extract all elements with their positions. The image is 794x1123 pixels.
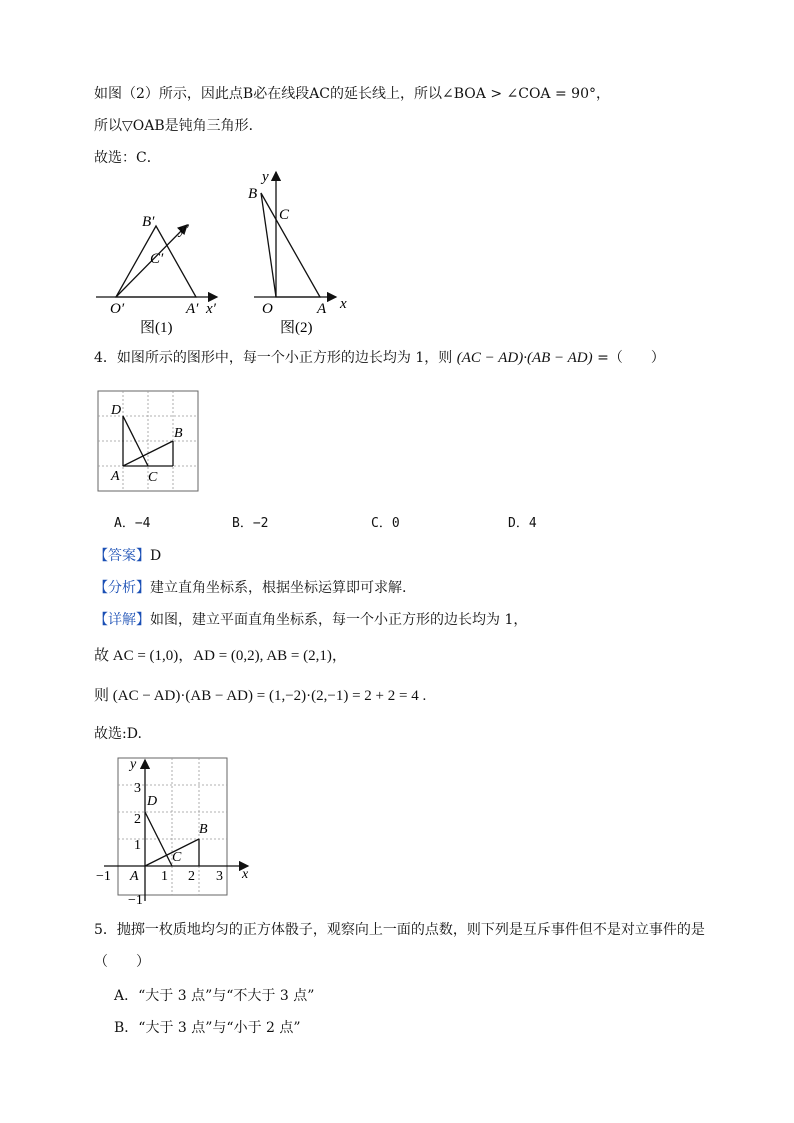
fig1-label-b: B′ [142,214,155,230]
fig3-label-y: y [130,757,137,772]
fig3-tick-y-neg1: −1 [128,893,143,906]
fig1-label-a: A′ [186,301,199,317]
fig3-label-b: B [199,822,208,837]
q4-detail-text: 如图，建立平面直角坐标系，每一个小正方形的边长均为 1， [150,612,528,628]
figure-2 [242,166,362,338]
prev-solution-line-1: 如图（2）所示，因此点B必在线段AC的延长线上，所以∠BOA > ∠COA = 90°， [94,86,610,102]
q4-option-a: A．−4 [114,516,151,531]
fig3-tick-x-neg1: −1 [96,869,111,884]
q4-option-d: D．4 [508,516,537,531]
fig1-label-x: x′ [206,301,216,317]
q5-option-b: B．“大于 3 点”与“小于 2 点” [114,1020,301,1036]
q4-answer-line [94,546,161,566]
fig2-label-a: A [317,301,327,317]
figure-1 [92,208,232,338]
fig3-tick-x-2: 2 [188,869,195,884]
fig1-label-c: C′ [150,251,164,267]
fig3-label-d: D [147,794,158,809]
fig1-caption: 图(1) [140,320,173,336]
q4-answer-value: D [150,548,162,564]
q4-coords-line: 故 AC = (1,0)，AD = (0,2), AB = (2,1)， [94,648,347,664]
q4-label-a: A [111,469,120,484]
q4-label-b: B [174,426,183,441]
fig2-label-o: O [262,301,273,317]
q4-stem-line [94,348,665,368]
q5-stem: 5．抛掷一枚质地均匀的正方体骰子，观察向上一面的点数，则下列是互斥事件但不是对立事件的是 [94,922,705,938]
fig3-label-c: C [172,850,182,865]
fig3-tick-y-2: 2 [134,812,141,827]
q4-calc-line: 则 (AC − AD)·(AB − AD) = (1,−2)·(2,−1) = 2 + 2 = 4 . [94,688,427,704]
q5-option-a: A．“大于 3 点”与“不大于 3 点” [114,988,315,1004]
fig3-label-x: x [242,867,249,882]
fig3-label-a: A [130,869,139,884]
fig1-label-y: y′ [179,222,189,238]
q4-option-c: C．0 [371,516,400,531]
figure-3-coordinate-grid [92,756,262,906]
q4-analysis-line [94,578,406,598]
fig2-label-b: B [248,186,258,202]
q4-label-c: C [148,470,158,485]
q4-option-b: B．−2 [232,516,269,531]
fig2-triangle [261,193,320,297]
fig2-label-c: C [279,207,290,223]
q4-answer-tag: 【答案】 [94,548,150,564]
fig2-label-x: x [340,296,347,312]
q4-analysis-text: 建立直角坐标系，根据坐标运算即可求解. [150,580,407,596]
fig2-caption: 图(2) [280,320,313,336]
fig3-tick-y-3: 3 [134,781,141,796]
q5-blank: （ ） [94,954,150,970]
q4-analysis-tag: 【分析】 [94,580,150,596]
q4-detail-line [94,610,527,630]
q4-label-d: D [111,403,122,418]
q4-grid-figure [96,388,202,494]
fig3-tick-y-1: 1 [134,838,141,853]
fig1-label-o: O′ [110,301,125,317]
q4-stem: 4．如图所示的图形中，每一个小正方形的边长均为 1，则 [94,350,453,366]
q4-detail-tag: 【详解】 [94,612,150,628]
q4-choose: 故选:D. [94,726,142,742]
q4-blank: =（ ） [597,350,665,366]
prev-solution-line-2: 所以▽OAB是钝角三角形． [94,118,263,134]
fig3-tick-x-1: 1 [161,869,168,884]
fig3-tick-x-3: 3 [216,869,223,884]
q4-vector-expression: (AC − AD)·(AB − AD) [456,350,593,366]
fig2-label-y: y [262,169,269,185]
prev-solution-answer: 故选：C． [94,150,161,166]
